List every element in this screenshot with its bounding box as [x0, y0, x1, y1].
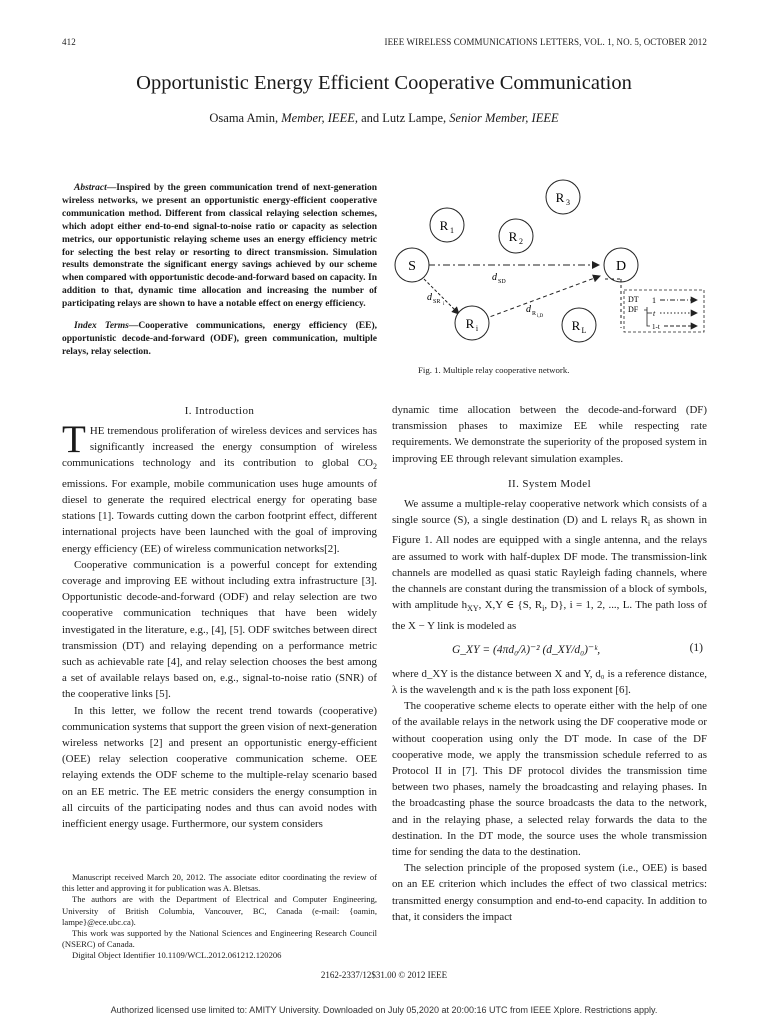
node-s	[395, 248, 429, 282]
index-terms	[62, 320, 377, 359]
equation-number: (1)	[689, 641, 703, 654]
svg-text:R: R	[555, 190, 565, 205]
svg-text:S: S	[408, 259, 416, 274]
node-r2	[499, 219, 533, 253]
svg-text:DF: DF	[628, 305, 639, 314]
author-role-2: Senior Member, IEEE	[449, 111, 559, 125]
svg-text:d: d	[427, 292, 432, 303]
footnotes	[62, 872, 377, 962]
intro-paragraph-2: Cooperative communication is a powerful concept for extending coverage and improving EE without including extra infrastructure [3]. Opportunistic decode-and-forward (ODF) and relay selection are two cooperative communication techniques that have been widely investigated in the literature, e.g., [4], [5]. ODF switches between direct transmission (DT) and relaying depending on a performance metric such as achievable rate [4], and relay selection chooses the best among a set of available relays based on, e.g., signal-to-noise ratio (SNR) of the cooperative links [5].	[62, 558, 377, 701]
node-d	[604, 248, 638, 282]
author-role-1: Member, IEEE,	[281, 111, 358, 125]
svg-text:2: 2	[519, 237, 523, 246]
svg-text:t: t	[653, 309, 656, 318]
index-terms-text: —Cooperative communications, energy efficiency (EE), opportunistic decode-and-forward (ODF), green communication, multiple relays, relay selection.	[62, 321, 377, 357]
footnote-funding: This work was supported by the National Sciences and Engineering Research Council (NSERC) of Canada.	[62, 928, 377, 950]
svg-text:DT: DT	[628, 295, 639, 304]
svg-text:SR: SR	[433, 299, 441, 305]
journal-header: IEEE WIRELESS COMMUNICATIONS LETTERS, VOL. 1, NO. 5, OCTOBER 2012	[384, 37, 707, 47]
svg-text:R: R	[532, 311, 537, 317]
svg-text:D: D	[615, 259, 627, 274]
label-d-rid	[526, 304, 544, 319]
index-terms-lead: Index Terms	[74, 321, 129, 332]
system-paragraph-3: The cooperative scheme elects to operate either with the help of one of the available relays in the network using the DF cooperative mode or without cooperation using only the DT mode. In case of the DF cooperative mode, we apply the transmission schedule referred to as Protocol II in [7]. This DF protocol divides the transmission time between two phases, namely the broadcasting and relaying phases. In the broadcasting phase the source broadcasts the data to the network, and in the relaying phase, a selected relay forwards the data to the destination. In the DT mode, the source uses the whole transmission time for sending the data to the destination.	[392, 700, 707, 859]
svg-text:3: 3	[566, 198, 570, 207]
svg-text:L: L	[581, 326, 587, 335]
author-name-2: and Lutz Lampe,	[361, 111, 447, 125]
page-number: 412	[62, 37, 76, 47]
svg-text:d: d	[526, 304, 531, 315]
intro-paragraph-3: In this letter, we follow the recent trend towards (cooperative) communication systems that support the green vision of next-generation wireless networks [2] and present an opportunistic energy-efficient (OEE) relay selection cooperative communication scheme. OEE relaying extends the ODF scheme to the multiple-relay scenario based on an EE metric. The EE metric considers the energy consumption in all circuits of the participating nodes and thus can avoid nodes with inefficient energy usage. Furthermore, our system considers	[62, 704, 377, 831]
introduction-section	[62, 405, 377, 832]
figure-1-network-diagram	[392, 176, 708, 356]
continued-paragraph: dynamic time allocation between the decode-and-forward (DF) transmission phases to maximize EE while respecting rate requirements. We demonstrate the superiority of the proposed system in improving EE through relevant simulation examples.	[392, 404, 707, 465]
footnote-affiliation: The authors are with the Department of Electrical and Computer Engineering, University of British Columbia, Vancouver, BC, Canada (e-mail: {oamin, lampe}@ece.ubc.ca).	[62, 894, 377, 927]
node-r3	[546, 180, 580, 214]
abstract-text: —Inspired by the green communication trend of next-generation wireless networks, we present an opportunistic energy-efficient cooperative communication method. Different from classical relaying selection schemes, which adopt either end-to-end signal-to-noise ratio or capacity as selection metrics, our opportunistic relaying scheme uses an energy efficiency metric for selecting the best relay or resorting to direct transmission. Simulation results demonstrate the significant energy savings achieved by our scheme when compared with opportunistic decode-and-forward based on capacity. In addition to that, dynamic time allocation and increasing the number of participating relays are shown to have a notable effect on energy efficiency.	[62, 183, 377, 310]
right-column	[392, 402, 707, 925]
system-paragraph-1: We assume a multiple-relay cooperative network which consists of a single source (S), a single destination (D) and L relays $R_i$ as shown in Figure 1. All nodes are equipped with a single antenna, and the relays are assumed to work with half-duplex DF mode. The transmission-link channels are modelled as quasi static Rayleigh fading channels, where the channels are constant during the transmission of a block of symbols, with amplitude $h_{XY}$, X,Y ∈ {S, $R_i$, D}, i = 1, 2, ..., L. The path loss of the X − Y link is modeled as	[392, 497, 707, 632]
node-r1	[430, 208, 464, 242]
author-name-1: Osama Amin,	[209, 111, 279, 125]
paper-title: Opportunistic Energy Efficient Cooperative Communication	[136, 72, 632, 94]
equation-1	[392, 640, 707, 662]
footnote-manuscript: Manuscript received March 20, 2012. The associate editor coordinating the review of this letter and approving it for publication was A. Bletsas.	[62, 872, 377, 894]
svg-text:1: 1	[450, 226, 454, 235]
label-d-sd	[492, 272, 506, 285]
abstract-block	[62, 182, 377, 359]
svg-text:i: i	[475, 324, 479, 333]
node-ri	[455, 306, 489, 340]
legend	[605, 279, 704, 332]
label-d-sri	[427, 292, 445, 307]
svg-text:R: R	[439, 218, 449, 233]
dropcap: T	[62, 418, 86, 461]
intro-heading: I. Introduction	[184, 405, 255, 417]
abstract	[62, 182, 377, 311]
svg-text:1-t: 1-t	[652, 323, 660, 331]
copyright-line: 2162-2337/12$31.00 © 2012 IEEE	[320, 970, 448, 980]
svg-text:R: R	[508, 229, 518, 244]
svg-text:R: R	[571, 318, 581, 333]
figure-caption: Fig. 1. Multiple relay cooperative network.	[418, 365, 570, 375]
license-notice: Authorized licensed use limited to: AMITY University. Downloaded on July 05,2020 at 20:00:16 UTC from IEEE Xplore. Restrictions apply.	[110, 1005, 658, 1015]
intro-paragraph-1: THE tremendous proliferation of wireless devices and services has significantly increased the energy consumption of wireless communications technology and its contribution to global $CO_2$ emissions. For example, mobile communication uses huge amounts of diesel to generate the required electrical energy for operating base stations [1]. Towards cutting down the carbon footprint effect, different international projects have been launched with the goal of improving energy efficiency (EE) of wireless communication networks[2].	[62, 418, 377, 555]
svg-text:i,D: i,D	[537, 314, 544, 319]
system-paragraph-4: The selection principle of the proposed system (i.e., OEE) is based on an EE criterion which includes the effect of two classical metrics: transmitted energy consumption and end-to-end capacity. In addition to that, it considers the impact	[392, 862, 707, 923]
node-rl	[562, 308, 596, 342]
svg-text:d: d	[492, 272, 497, 283]
footnote-doi: Digital Object Identifier 10.1109/WCL.2012.061212.120206	[72, 950, 282, 961]
system-paragraph-2: where d_XY is the distance between X and Y, d₀ is a reference distance, λ is the wavelength and κ is the path loss exponent [6].	[392, 667, 707, 696]
svg-text:i: i	[443, 302, 445, 307]
svg-text:SD: SD	[498, 279, 506, 285]
abstract-lead: Abstract	[74, 183, 107, 193]
author-line	[0, 111, 768, 126]
equation-body: G_XY = (4πd₀/λ)⁻² (d_XY/d₀)⁻ᵏ,	[452, 643, 601, 656]
svg-text:R: R	[465, 316, 475, 331]
system-model-heading: II. System Model	[507, 477, 592, 490]
svg-text:1: 1	[652, 296, 656, 305]
